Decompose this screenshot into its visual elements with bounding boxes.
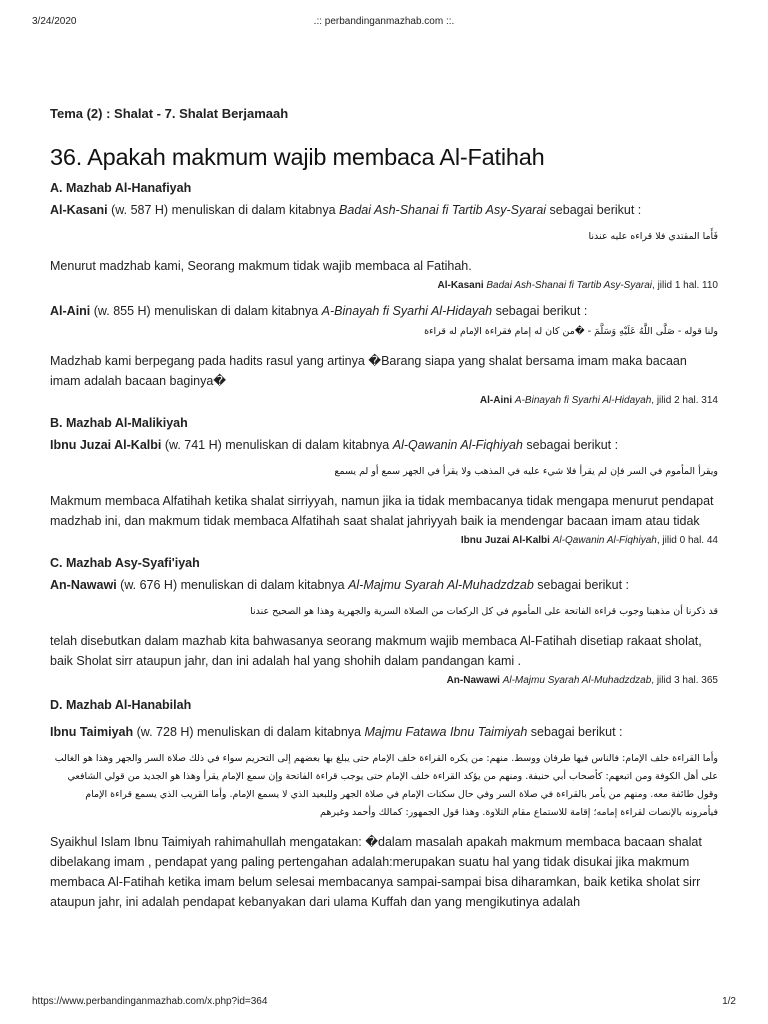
arabic-quote: ويقرأ المأموم في السر فإن لم يقرأ فلا شيء عليه في المذهب ولا يقرأ في الجهر سمع أو لم يسمع	[334, 466, 718, 477]
intro-tail: sebagai berikut :	[533, 578, 629, 592]
citation	[50, 395, 718, 406]
author-year: (w. 728 H) menuliskan di dalam kitabnya	[133, 725, 365, 739]
book-title: Al-Qawanin Al-Fiqhiyah	[392, 438, 523, 452]
site-name: .:: perbandinganmazhab.com ::.	[313, 16, 455, 27]
author-name: An-Nawawi	[50, 578, 117, 592]
cite-page: , jilid 1 hal. 110	[652, 280, 718, 291]
cite-book: A-Binayah fi Syarhi Al-Hidayah	[514, 395, 652, 406]
book-title: Al-Majmu Syarah Al-Muhadzdzab	[348, 578, 534, 592]
author-name: Ibnu Taimiyah	[50, 725, 134, 739]
book-title: A-Binayah fi Syarhi Al-Hidayah	[321, 304, 493, 318]
cite-book: Al-Qawanin Al-Fiqhiyah	[552, 535, 657, 546]
citation	[50, 280, 718, 291]
section-heading-syafiiyah: C. Mazhab Asy-Syafi'iyah	[50, 556, 200, 570]
print-footer	[32, 996, 736, 1010]
intro-tail: sebagai berikut :	[492, 304, 588, 318]
author-year: (w. 587 H) menuliskan di dalam kitabnya	[107, 203, 340, 217]
cite-author: Al-Kasani	[437, 280, 484, 291]
cite-page: , jilid 2 hal. 314	[651, 395, 718, 406]
cite-author: Al-Aini	[479, 395, 513, 406]
section-heading-malikiyah: B. Mazhab Al-Malikiyah	[50, 416, 188, 430]
author-year: (w. 855 H) menuliskan di dalam kitabnya	[90, 304, 322, 318]
cite-author: An-Nawawi	[446, 675, 500, 686]
arabic-quote: وأما القراءة خلف الإمام: فالناس فيها طرفان ووسط. منهم: من يكره القراءة خلف الإمام حتى يبلغ بها بعضهم إلى التحريم سواء في ذلك صلاة السر والجهر وهذا هو الغالب على أهل الكوفة ومن اتبعهم: كأصحاب أبي حنيفة. ومنهم من يؤكد القراءة خلف الإمام حتى يوجب قراءة الفاتحة وإن سمع الإمام يقرأ وهذا هو الجديد من قولي الشافعي وقول طائفة معه. ومنهم من يأمر بالقراءة في صلاة السر وفي حال سكتات الإمام في صلاة الجهر وللبعيد الذي لا يسمع الإمام. وأما القريب الذي يسمع قراءة الإمام فيأمرونه بالإنصات لقراءة إمامه؛ إقامة للاستماع مقام التلاوة. وهذا قول الجمهور: كمالك وأحمد وغيرهم	[54, 753, 718, 818]
author-year: (w. 741 H) menuliskan di dalam kitabnya	[161, 438, 393, 452]
cite-author: Ibnu Juzai Al-Kalbi	[460, 535, 550, 546]
translation: Syaikhul Islam Ibnu Taimiyah rahimahullah mengatakan: �dalam masalah apakah makmum membaca bacaan shalat dibelakang imam , pendapat yang paling pertengahan adalah:merupakan suatu hal yang tidak disukai jika makmum membaca Al-Fatihah ketika imam belum selesai membacanya sampai-sampai bisa diharamkan, baik ketika sholat sirr ataupun jahr, ini adalah pendapat kebanyakan dari ulama Kuffah dan yang mengikutinya adalah	[50, 835, 702, 909]
quote-intro	[50, 722, 718, 742]
page-title: 36. Apakah makmum wajib membaca Al-Fatihah	[50, 144, 545, 170]
translation: Makmum membaca Alfatihah ketika shalat sirriyyah, namun jika ia tidak membacanya tidak mengapa menurut pendapat madzhab ini, dan makmum tidak membaca Alfatihah saat shalat jahriyyah baik ia mendengar bacaan imam atau tidak	[50, 494, 714, 528]
print-header	[32, 16, 736, 30]
intro-tail: sebagai berikut :	[522, 438, 619, 452]
intro-tail: sebagai berikut :	[527, 725, 623, 739]
author-name: Al-Aini	[50, 304, 91, 318]
author-year: (w. 676 H) menuliskan di dalam kitabnya	[116, 578, 349, 592]
page-url: https://www.perbandinganmazhab.com/x.php?id=364	[32, 996, 268, 1007]
author-name: Ibnu Juzai Al-Kalbi	[50, 438, 162, 452]
book-title: Majmu Fatawa Ibnu Taimiyah	[364, 725, 528, 739]
translation: Madzhab kami berpegang pada hadits rasul yang artinya �Barang siapa yang shalat bersama imam maka bacaan imam adalah bacaan baginya�	[50, 354, 687, 388]
translation: telah disebutkan dalam mazhab kita bahwasanya seorang makmum wajib membaca Al-Fatihah disetiap rakaat sholat, baik Sholat sirr ataupun jahr, dan ini adalah hal yang shohih dalam pandangan kami .	[50, 634, 702, 668]
intro-tail: sebagai berikut :	[546, 203, 642, 217]
arabic-quote: قد ذكرنا أن مذهبنا وجوب قراءة الفاتحة على المأموم في كل الركعات من الصلاة السرية والجهرية وهذا هو الصحيح عندنا	[250, 606, 718, 617]
cite-book: Badai Ash-Shanai fi Tartib Asy-Syarai	[486, 280, 653, 291]
translation: Menurut madzhab kami, Seorang makmum tidak wajib membaca al Fatihah.	[50, 259, 472, 273]
quote-intro	[50, 575, 718, 595]
cite-book: Al-Majmu Syarah Al-Muhadzdzab	[502, 675, 652, 686]
quote-intro	[50, 200, 718, 220]
quote-intro	[50, 435, 718, 455]
section-heading-hanafiyah: A. Mazhab Al-Hanafiyah	[50, 181, 192, 195]
breadcrumb-tema: Tema (2) : Shalat - 7. Shalat Berjamaah	[50, 106, 289, 121]
citation	[50, 535, 718, 546]
quote-intro	[50, 301, 718, 321]
arabic-quote: فَأَما المقتدي فلا قراءه عليه عندنا	[588, 231, 718, 242]
cite-page: , jilid 0 hal. 44	[656, 535, 718, 546]
section-heading-hanabilah: D. Mazhab Al-Hanabilah	[50, 698, 192, 712]
cite-page: , jilid 3 hal. 365	[651, 675, 718, 686]
book-title: Badai Ash-Shanai fi Tartib Asy-Syarai	[339, 203, 547, 217]
page-number: 1/2	[722, 996, 736, 1007]
print-date: 3/24/2020	[32, 16, 77, 27]
author-name: Al-Kasani	[50, 203, 108, 217]
citation	[50, 675, 718, 686]
arabic-quote: ولنا قوله - صَلَّى اللَّهُ عَلَيْهِ وَسَلَّمَ - �من كان له إمام فقراءة الإمام له قراءة	[424, 326, 718, 337]
article	[50, 106, 718, 912]
